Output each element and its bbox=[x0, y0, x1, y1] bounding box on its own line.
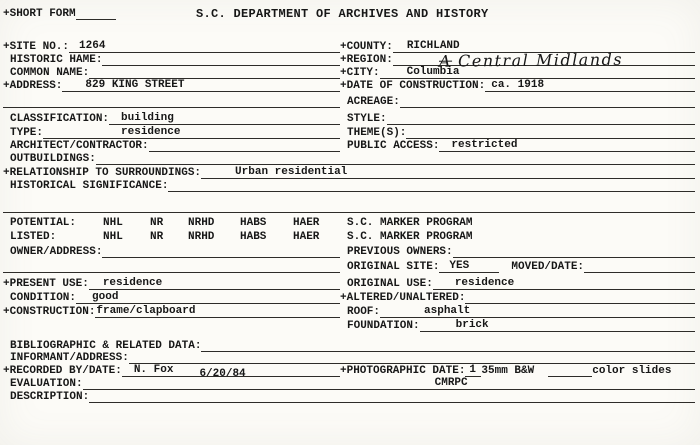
blank-line-full bbox=[3, 200, 695, 213]
address-label: +ADDRESS: bbox=[3, 80, 63, 92]
original-site-label: ORIGINAL SITE: bbox=[347, 261, 440, 273]
county-label: +COUNTY: bbox=[340, 41, 393, 53]
photographic-count-line bbox=[465, 364, 481, 377]
outbuildings-line bbox=[96, 152, 695, 165]
listed-option-habs: HABS bbox=[240, 231, 267, 243]
listed-label: LISTED: bbox=[10, 231, 57, 243]
address-value: 829 KING STREET bbox=[85, 79, 185, 91]
row-historical-significance bbox=[3, 179, 695, 192]
classification-value: building bbox=[121, 112, 174, 124]
classification-line bbox=[109, 112, 340, 125]
potential-marker-program: S.C. MARKER PROGRAM bbox=[347, 217, 473, 229]
recorded-date-value: 6/20/84 bbox=[199, 368, 246, 380]
historical-significance-label: HISTORICAL SIGNIFICANCE: bbox=[10, 180, 169, 192]
row-commonname-city bbox=[3, 66, 695, 79]
address-line bbox=[62, 79, 340, 92]
row-foundation bbox=[3, 319, 695, 332]
potential-option-habs: HABS bbox=[240, 217, 267, 229]
evaluation-line bbox=[83, 377, 695, 390]
public-access-value: restricted bbox=[451, 139, 518, 151]
original-site-line bbox=[439, 260, 499, 273]
owner-address-label: OWNER/ADDRESS: bbox=[10, 246, 103, 258]
original-site-value: YES bbox=[449, 260, 470, 272]
acreage-label: ACREAGE: bbox=[347, 96, 400, 108]
historic-name-line bbox=[102, 54, 340, 66]
altered-unaltered-label: +ALTERED/UNALTERED: bbox=[340, 292, 466, 304]
row-condition-altered bbox=[3, 291, 695, 304]
color-slides-label: color slides bbox=[592, 365, 672, 377]
relationship-label: +RELATIONSHIP TO SURROUNDINGS: bbox=[3, 167, 202, 179]
foundation-label: FOUNDATION: bbox=[347, 320, 420, 332]
short-form-label: +SHORT FORM bbox=[3, 8, 76, 20]
listed-option-nhl: NHL bbox=[103, 231, 123, 243]
site-no-value: 1264 bbox=[79, 40, 106, 52]
bibliographic-label: BIBLIOGRAPHIC & RELATED DATA: bbox=[10, 340, 202, 352]
potential-option-haer: HAER bbox=[293, 217, 320, 229]
row-recorded-photographic bbox=[3, 364, 695, 380]
date-of-construction-label: +DATE OF CONSTRUCTION: bbox=[340, 80, 486, 92]
row-historicname-region bbox=[3, 49, 695, 71]
architect-contractor-label: ARCHITECT/CONTRACTOR: bbox=[10, 140, 149, 152]
style-line bbox=[387, 113, 695, 125]
altered-unaltered-line bbox=[465, 292, 695, 304]
county-value: RICHLAND bbox=[406, 40, 460, 52]
construction-value: frame/clapboard bbox=[96, 305, 196, 317]
historical-significance-line bbox=[168, 179, 695, 192]
previous-owners-label: PREVIOUS OWNERS: bbox=[347, 246, 453, 258]
style-label: STYLE: bbox=[347, 113, 387, 125]
classification-label: CLASSIFICATION: bbox=[10, 113, 110, 125]
row-classification-style bbox=[3, 112, 695, 125]
public-access-label: PUBLIC ACCESS: bbox=[347, 140, 440, 152]
relationship-value: Urban residential bbox=[235, 166, 348, 178]
owner-address-line-2 bbox=[3, 272, 340, 273]
condition-label: CONDITION: bbox=[10, 292, 77, 304]
present-use-label: +PRESENT USE: bbox=[3, 278, 89, 290]
short-form-blank-line bbox=[76, 7, 116, 20]
owner-address-line bbox=[102, 246, 340, 258]
row-description bbox=[3, 390, 695, 403]
photographic-format-label: 35mm B&W bbox=[481, 365, 535, 377]
evaluation-label: EVALUATION: bbox=[10, 378, 83, 390]
present-use-value: residence bbox=[102, 277, 163, 289]
roof-label: ROOF: bbox=[347, 306, 381, 318]
listed-marker-program: S.C. MARKER PROGRAM bbox=[347, 231, 473, 243]
potential-label: POTENTIAL: bbox=[10, 217, 77, 229]
informant-address-line bbox=[129, 351, 695, 364]
type-label: TYPE: bbox=[10, 127, 44, 139]
row-originalsite bbox=[3, 260, 695, 273]
row-potential bbox=[3, 216, 695, 229]
region-label: +REGION: bbox=[340, 54, 393, 66]
foundation-line bbox=[420, 319, 695, 332]
listed-option-nr: NR bbox=[150, 231, 164, 243]
site-no-line bbox=[69, 40, 340, 53]
city-label: +CITY: bbox=[340, 67, 380, 79]
photographic-agency-value: CMRPC bbox=[434, 377, 468, 389]
row-blank-acreage bbox=[3, 95, 695, 108]
listed-option-nrhd: NRHD bbox=[188, 231, 215, 243]
moved-date-label: MOVED/DATE: bbox=[511, 261, 585, 273]
roof-line bbox=[380, 305, 695, 318]
acreage-line bbox=[400, 96, 695, 108]
region-struck-letter: A bbox=[438, 51, 452, 71]
informant-address-label: INFORMANT/ADDRESS: bbox=[10, 352, 129, 364]
row-presentuse-originaluse bbox=[3, 277, 695, 290]
city-line bbox=[380, 66, 695, 79]
moved-date-line bbox=[584, 260, 695, 273]
row-relationship bbox=[3, 166, 695, 179]
row-type-themes bbox=[3, 126, 695, 139]
present-use-line bbox=[89, 277, 340, 290]
recorded-by-value: N. Fox bbox=[133, 364, 174, 376]
themes-label: THEME(S): bbox=[347, 127, 407, 139]
row-blank-full bbox=[3, 200, 695, 213]
foundation-value: brick bbox=[455, 319, 489, 331]
color-slides-blank-line bbox=[548, 364, 592, 377]
potential-option-nrhd: NRHD bbox=[188, 217, 215, 229]
condition-value: good bbox=[92, 291, 119, 303]
row-informant bbox=[3, 351, 695, 364]
form-title: S.C. DEPARTMENT OF ARCHIVES AND HISTORY bbox=[196, 7, 489, 21]
row-address-dateofconstruction bbox=[3, 79, 695, 92]
short-form-row bbox=[3, 7, 116, 20]
original-use-value: residence bbox=[454, 277, 515, 289]
region-value: Central Midlands bbox=[457, 49, 623, 71]
row-construction-roof bbox=[3, 305, 695, 318]
listed-option-haer: HAER bbox=[293, 231, 320, 243]
original-use-label: ORIGINAL USE: bbox=[347, 278, 433, 290]
type-line bbox=[43, 126, 340, 139]
potential-option-nr: NR bbox=[150, 217, 164, 229]
photographic-count-value: 1 bbox=[469, 364, 477, 376]
potential-option-nhl: NHL bbox=[103, 217, 123, 229]
original-use-line bbox=[433, 277, 695, 290]
themes-line bbox=[406, 127, 695, 139]
relationship-line bbox=[201, 166, 695, 179]
blank-line-left bbox=[3, 107, 340, 108]
architect-contractor-line bbox=[149, 140, 340, 152]
site-no-label: +SITE NO.: bbox=[3, 41, 70, 53]
city-value: Columbia bbox=[406, 66, 460, 78]
construction-label: +CONSTRUCTION: bbox=[3, 306, 96, 318]
row-evaluation bbox=[3, 377, 695, 390]
previous-owners-line bbox=[453, 246, 695, 258]
outbuildings-label: OUTBUILDINGS: bbox=[10, 153, 96, 165]
date-of-construction-line bbox=[485, 79, 695, 92]
condition-line bbox=[76, 291, 340, 304]
row-owner-previousowners bbox=[3, 245, 695, 258]
region-line bbox=[393, 49, 695, 71]
public-access-line bbox=[439, 139, 695, 152]
row-outbuildings bbox=[3, 152, 695, 165]
date-of-construction-value: ca. 1918 bbox=[491, 79, 545, 91]
common-name-label: COMMON NAME: bbox=[10, 67, 90, 79]
description-label: DESCRIPTION: bbox=[10, 391, 90, 403]
historic-name-label: HISTORIC HAME: bbox=[10, 54, 103, 66]
recorded-by-date-line bbox=[122, 364, 340, 380]
construction-line bbox=[95, 305, 340, 318]
photographic-date-label: +PHOTOGRAPHIC DATE: bbox=[340, 365, 466, 377]
description-line bbox=[89, 390, 695, 403]
common-name-line bbox=[89, 67, 340, 79]
row-listed bbox=[3, 230, 695, 243]
roof-value: asphalt bbox=[424, 305, 471, 317]
type-value: residence bbox=[121, 126, 181, 138]
row-architect-publicaccess bbox=[3, 139, 695, 152]
recorded-by-date-label: +RECORDED BY/DATE: bbox=[3, 365, 122, 377]
